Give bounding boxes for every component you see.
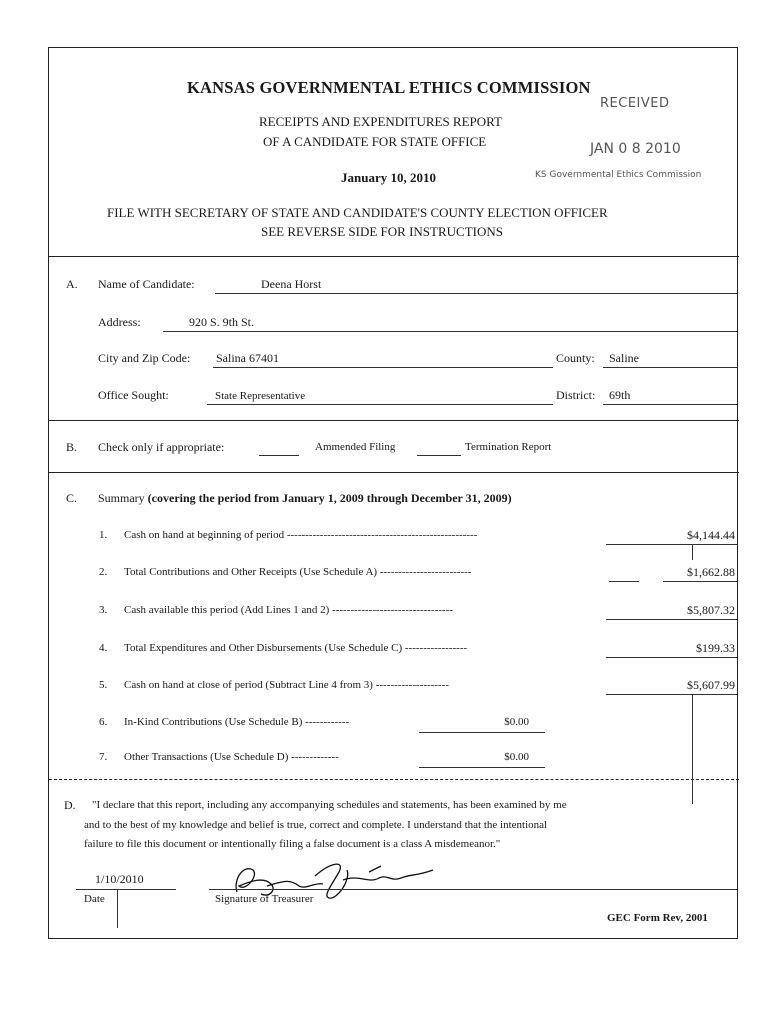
summary-line-number: 4. <box>99 642 108 654</box>
filing-instruction-line2: SEE REVERSE SIDE FOR INSTRUCTIONS <box>261 224 503 239</box>
section-a-letter: A. <box>66 277 78 291</box>
summary-line-amount: $5,807.32 <box>687 603 735 617</box>
candidate-name-value: Deena Horst <box>261 277 322 291</box>
summary-line-text: Cash available this period (Add Lines 1 and 2) --------------------------------- <box>124 604 453 616</box>
office-sought-line <box>207 404 553 405</box>
date-label: Date <box>84 893 105 905</box>
summary-line-text: Total Contributions and Other Receipts (Use Schedule A) ------------------------- <box>124 566 472 578</box>
check-appropriate-label: Check only if appropriate: <box>98 440 225 454</box>
summary-line-text: Other Transactions (Use Schedule D) ------------- <box>124 751 339 763</box>
summary-period: (covering the period from January 1, 2009 through December 31, 2009) <box>147 491 512 505</box>
summary-line-text: In-Kind Contributions (Use Schedule B) ------------ <box>124 716 350 728</box>
declaration-line3: failure to file this document or intentionally filing a false document is a class A misdemeanor." <box>84 838 501 850</box>
summary-line-amount: $0.00 <box>504 716 529 728</box>
office-sought-label: Office Sought: <box>98 388 169 402</box>
city-zip-line <box>213 367 553 368</box>
termination-report-label: Termination Report <box>465 441 552 453</box>
address-line <box>163 331 737 332</box>
office-sought-value: State Representative <box>215 390 306 402</box>
amount-tick <box>692 544 693 560</box>
district-label: District: <box>556 388 596 402</box>
received-stamp-agency: KS Governmental Ethics Commission <box>535 170 702 180</box>
filing-instruction-line1: FILE WITH SECRETARY OF STATE AND CANDIDATE'S COUNTY ELECTION OFFICER <box>107 205 608 220</box>
section-divider <box>49 256 739 257</box>
amount-line <box>419 767 545 768</box>
received-stamp-date: JAN 0 8 2010 <box>590 141 681 157</box>
summary-line-amount: $199.33 <box>696 641 735 655</box>
amount-line <box>606 694 737 695</box>
amount-line <box>663 581 737 582</box>
district-value: 69th <box>609 388 631 402</box>
address-label: Address: <box>98 315 141 329</box>
amount-line <box>606 544 737 545</box>
summary-line-amount: $4,144.44 <box>687 528 735 542</box>
section-divider <box>49 472 739 473</box>
summary-line-number: 6. <box>99 716 108 728</box>
summary-line-text: Total Expenditures and Other Disbursements (Use Schedule C) ----------------- <box>124 642 468 654</box>
summary-line-text: Cash on hand at close of period (Subtract Line 4 from 3) -------------------- <box>124 679 449 691</box>
section-b-letter: B. <box>66 440 78 454</box>
summary-line-amount: $5,607.99 <box>687 678 735 692</box>
county-line <box>603 367 737 368</box>
summary-line-amount: $0.00 <box>504 751 529 763</box>
candidate-name-label: Name of Candidate: <box>98 277 195 291</box>
declaration-line1: "I declare that this report, including any accompanying schedules and statements, has been examined by me <box>92 799 567 811</box>
summary-heading <box>98 491 512 506</box>
district-line <box>603 404 737 405</box>
date-line <box>76 889 176 890</box>
summary-line-number: 5. <box>99 679 108 691</box>
commission-title: KANSAS GOVERNMENTAL ETHICS COMMISSION <box>187 78 591 97</box>
city-zip-value: Salina 67401 <box>216 351 279 365</box>
county-value: Saline <box>609 351 639 365</box>
amended-filing-checkbox[interactable] <box>259 455 299 456</box>
county-label: County: <box>556 351 595 365</box>
report-title-line2: OF A CANDIDATE FOR STATE OFFICE <box>263 134 487 149</box>
report-date: January 10, 2010 <box>341 170 436 185</box>
address-value: 920 S. 9th St. <box>189 315 255 329</box>
signature-label: Signature of Treasurer <box>215 893 314 905</box>
received-stamp: RECEIVED <box>600 96 670 111</box>
form-revision: GEC Form Rev, 2001 <box>607 912 708 924</box>
section-divider <box>49 420 739 421</box>
termination-report-checkbox[interactable] <box>417 455 461 456</box>
summary-line-number: 3. <box>99 604 108 616</box>
summary-line-number: 2. <box>99 566 108 578</box>
amount-line <box>419 732 545 733</box>
report-title-line1: RECEIPTS AND EXPENDITURES REPORT <box>259 114 502 129</box>
amount-line <box>606 619 737 620</box>
section-c-letter: C. <box>66 491 78 505</box>
amount-line <box>609 581 639 582</box>
summary-prefix: Summary <box>98 491 148 505</box>
signature-line <box>209 889 737 890</box>
amount-line <box>606 657 737 658</box>
date-column-rule <box>117 890 118 928</box>
section-divider <box>49 779 739 780</box>
amount-column-rule <box>692 694 693 804</box>
summary-line-text: Cash on hand at beginning of period ---------------------------------------------------- <box>124 529 478 541</box>
date-value: 1/10/2010 <box>95 872 144 886</box>
city-zip-label: City and Zip Code: <box>98 351 191 365</box>
declaration-line2: and to the best of my knowledge and belief is true, correct and complete. I understand that the intentional <box>84 819 548 831</box>
amended-filing-label: Ammended Filing <box>315 441 396 453</box>
section-d-letter: D. <box>64 798 76 812</box>
summary-line-number: 7. <box>99 751 108 763</box>
candidate-name-line <box>215 293 737 294</box>
summary-line-amount: $1,662.88 <box>687 565 735 579</box>
ethics-report-form <box>48 47 738 939</box>
summary-line-number: 1. <box>99 529 108 541</box>
